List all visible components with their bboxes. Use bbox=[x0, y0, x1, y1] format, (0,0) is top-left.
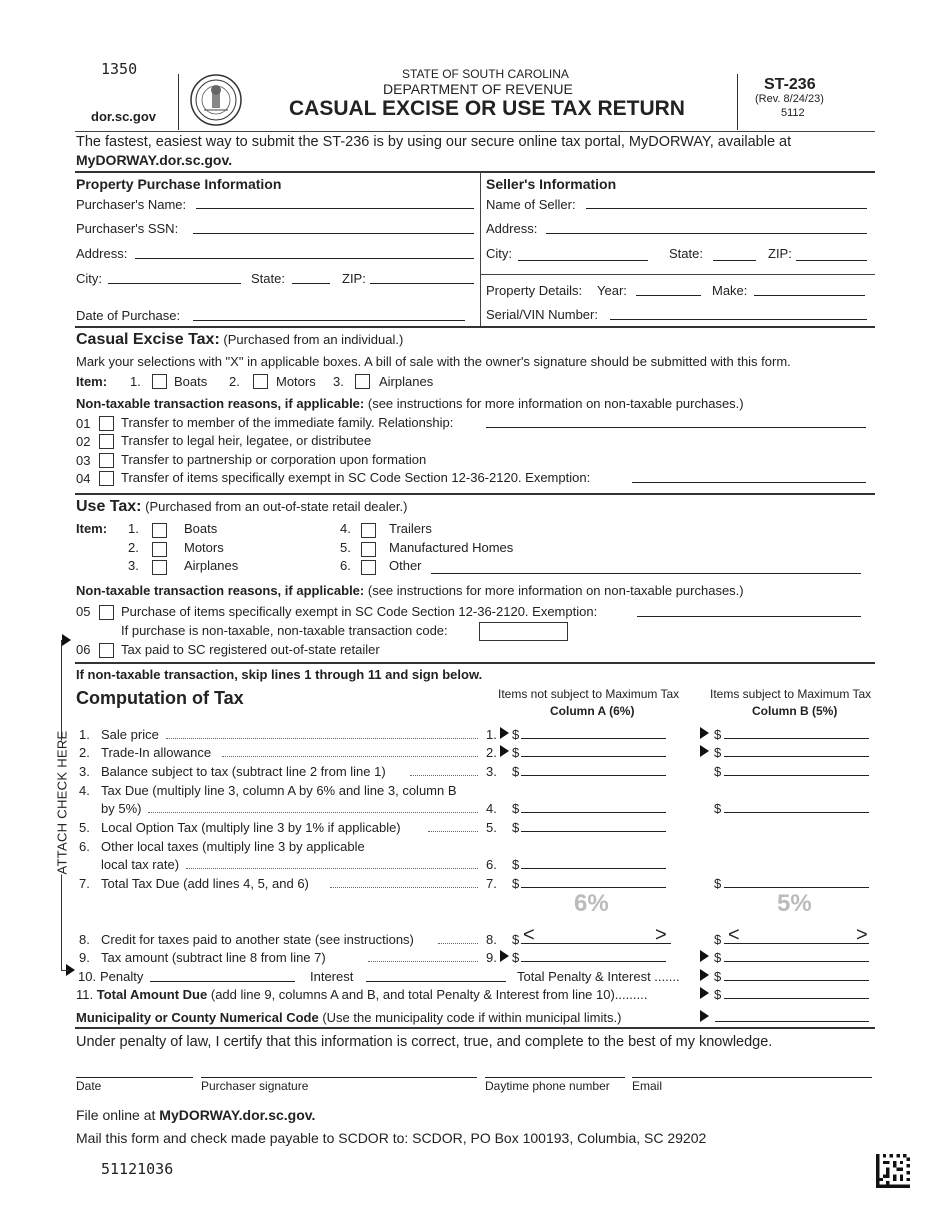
column-a-percent: 6% bbox=[574, 890, 609, 917]
purchase-date-field[interactable] bbox=[193, 320, 465, 321]
casual-heading-note: (Purchased from an individual.) bbox=[223, 332, 404, 347]
line-3-dollar-b: $ bbox=[714, 764, 722, 779]
use-item-4-num: 4. bbox=[340, 521, 351, 536]
casual-airplanes-checkbox[interactable] bbox=[355, 374, 370, 389]
seller-rule bbox=[480, 274, 875, 275]
line-6-dollar-a: $ bbox=[512, 857, 520, 872]
line-7-col-b-field[interactable] bbox=[724, 887, 869, 888]
line-2-text: Trade-In allowance bbox=[101, 745, 212, 760]
line-4-text-cont: by 5%) bbox=[101, 801, 142, 816]
municipality-code-field[interactable] bbox=[715, 1021, 869, 1022]
use-motors-label: Motors bbox=[184, 540, 224, 555]
casual-instructions: Mark your selections with "X" in applicable boxes. A bill of sale with the owner's signature should be submitted with this form. bbox=[76, 354, 791, 369]
line-1-arrow-b-icon bbox=[700, 727, 709, 739]
casual-item-2-num: 2. bbox=[229, 374, 240, 389]
line-11-arrow-icon bbox=[700, 987, 709, 999]
purchaser-zip-label: ZIP: bbox=[342, 271, 366, 286]
use-heading-text: Use Tax: bbox=[76, 498, 142, 515]
line-7-text: Total Tax Due (add lines 4, 5, and 6) bbox=[101, 876, 309, 891]
use-item-1-num: 1. bbox=[128, 521, 139, 536]
state-seal-icon bbox=[190, 74, 242, 126]
use-nontax-heading bbox=[76, 583, 744, 598]
line-7-leader bbox=[330, 887, 478, 888]
reason-06-code: 06 bbox=[76, 642, 91, 657]
barcode-number: 51121036 bbox=[101, 1160, 174, 1178]
line-3-ref: 3. bbox=[486, 764, 497, 779]
section-rule bbox=[75, 1027, 875, 1029]
line-4-text: Tax Due (multiply line 3, column A by 6% and line 3, column B bbox=[101, 783, 457, 798]
line-9-col-a-field[interactable] bbox=[521, 961, 666, 962]
purchaser-signature-field[interactable] bbox=[201, 1077, 477, 1078]
line-5-col-a-field[interactable] bbox=[521, 831, 666, 832]
line-11-text: (add line 9, columns A and B, and total Penalty & Interest from line 10)......... bbox=[210, 987, 648, 1002]
form-code: 5112 bbox=[781, 107, 805, 119]
reason-02-text: Transfer to legal heir, legatee, or distributee bbox=[121, 433, 372, 448]
use-item-6-num: 6. bbox=[340, 558, 351, 573]
line-6-text: Other local taxes (multiply line 3 by applicable bbox=[101, 839, 365, 854]
line-6-num: 6. bbox=[79, 839, 90, 854]
section-rule bbox=[75, 326, 875, 328]
line-7-dollar-a: $ bbox=[512, 876, 520, 891]
line-5-leader bbox=[428, 831, 478, 832]
use-heading bbox=[76, 498, 407, 516]
line-1-ref: 1. bbox=[486, 727, 497, 742]
line-4-num: 4. bbox=[79, 783, 90, 798]
use-trailers-checkbox[interactable] bbox=[361, 523, 376, 538]
line-8-dollar-a: $ bbox=[512, 932, 520, 947]
purchaser-ssn-field[interactable] bbox=[193, 233, 474, 234]
purchaser-signature-label: Purchaser signature bbox=[201, 1079, 309, 1093]
reason-05-text: Purchase of items specifically exempt in SC Code Section 12-36-2120. Exemption: bbox=[121, 604, 598, 619]
section-rule bbox=[75, 493, 875, 495]
daytime-phone-label: Daytime phone number bbox=[485, 1079, 610, 1093]
line-1-leader bbox=[166, 738, 478, 739]
line-3-leader bbox=[410, 775, 478, 776]
department-name: DEPARTMENT OF REVENUE bbox=[383, 81, 573, 97]
seller-city-label: City: bbox=[486, 246, 512, 261]
total-amount-due-field[interactable] bbox=[724, 998, 869, 999]
seller-city-field[interactable] bbox=[518, 260, 648, 261]
casual-exemption-field[interactable] bbox=[632, 482, 866, 483]
line-8-ref: 8. bbox=[486, 932, 497, 947]
line-11-dollar: $ bbox=[714, 987, 722, 1002]
line-3-num: 3. bbox=[79, 764, 90, 779]
property-make-label: Make: bbox=[712, 283, 748, 298]
seller-name-field[interactable] bbox=[586, 208, 867, 209]
line-9-ref: 9. bbox=[486, 950, 497, 965]
line-4-dollar-a: $ bbox=[512, 801, 520, 816]
line-11 bbox=[76, 987, 647, 1002]
use-item-2-num: 2. bbox=[128, 540, 139, 555]
line-1-dollar-a: $ bbox=[512, 727, 520, 742]
line-8-bracket-right-b: > bbox=[856, 924, 868, 946]
reason-06-text: Tax paid to SC registered out-of-state retailer bbox=[121, 642, 380, 657]
line-6-text-cont: local tax rate) bbox=[101, 857, 180, 872]
form-number: ST-236 bbox=[764, 76, 816, 93]
seller-name-label: Name of Seller: bbox=[486, 197, 576, 212]
use-item-label: Item: bbox=[76, 521, 108, 536]
line-10-interest-label: Interest bbox=[310, 969, 354, 984]
relationship-field[interactable] bbox=[486, 427, 866, 428]
reason-04-code: 04 bbox=[76, 471, 91, 486]
purchaser-city-label: City: bbox=[76, 271, 102, 286]
computation-heading: Computation of Tax bbox=[76, 688, 244, 708]
line-11-num: 11. bbox=[76, 987, 94, 1002]
reason-05-checkbox[interactable] bbox=[99, 605, 114, 620]
form-revision: (Rev. 8/24/23) bbox=[755, 93, 824, 105]
purchase-heading: Property Purchase Information bbox=[76, 176, 282, 192]
attach-top-arrow-icon bbox=[62, 634, 71, 646]
form-title: CASUAL EXCISE OR USE TAX RETURN bbox=[289, 97, 685, 120]
seller-zip-label: ZIP: bbox=[768, 246, 792, 261]
municipality-text: (Use the municipality code if within municipal limits.) bbox=[322, 1010, 622, 1025]
line-8-col-b-field[interactable] bbox=[724, 943, 869, 944]
intro-line: The fastest, easiest way to submit the ST-236 is by using our secure online tax portal, MyDORWAY, available at bbox=[76, 134, 792, 150]
line-6-leader bbox=[186, 868, 478, 869]
seller-address-field[interactable] bbox=[546, 233, 867, 234]
use-manufactured-homes-checkbox[interactable] bbox=[361, 542, 376, 557]
column-b-label: Column B (5%) bbox=[752, 704, 838, 718]
casual-item-1-num: 1. bbox=[130, 374, 141, 389]
line-4-dollar-b: $ bbox=[714, 801, 722, 816]
reason-02-checkbox[interactable] bbox=[99, 434, 114, 449]
casual-airplanes-label: Airplanes bbox=[379, 374, 434, 389]
property-details-label: Property Details: bbox=[486, 283, 583, 298]
seller-state-field[interactable] bbox=[713, 260, 756, 261]
line-9-dollar-b: $ bbox=[714, 950, 722, 965]
line-2-col-b-field[interactable] bbox=[724, 756, 869, 757]
line-4-col-a-field[interactable] bbox=[521, 812, 666, 813]
line-8-leader bbox=[438, 943, 478, 944]
date-label: Date bbox=[76, 1079, 102, 1093]
file-online-url[interactable]: MyDORWAY.dor.sc.gov. bbox=[159, 1107, 316, 1123]
serial-vin-label: Serial/VIN Number: bbox=[486, 307, 598, 322]
line-9-arrow-b-icon bbox=[700, 950, 709, 962]
line-4-col-b-field[interactable] bbox=[724, 812, 869, 813]
use-item-3-num: 3. bbox=[128, 558, 139, 573]
form-id-code: 1350 bbox=[101, 60, 138, 78]
use-airplanes-label: Airplanes bbox=[184, 558, 239, 573]
casual-item-label: Item: bbox=[76, 374, 108, 389]
line-5-ref: 5. bbox=[486, 820, 497, 835]
line-3-col-b-field[interactable] bbox=[724, 775, 869, 776]
line-2-num: 2. bbox=[79, 745, 90, 760]
use-manufactured-homes-label: Manufactured Homes bbox=[389, 540, 514, 555]
use-boats-checkbox[interactable] bbox=[152, 523, 167, 538]
column-b-percent: 5% bbox=[777, 890, 812, 917]
header-divider-right bbox=[737, 74, 738, 130]
line-9-col-b-field[interactable] bbox=[724, 961, 869, 962]
seller-divider bbox=[480, 172, 481, 326]
nontax-code-label: If purchase is non-taxable, non-taxable transaction code: bbox=[121, 623, 448, 638]
section-rule bbox=[75, 171, 875, 173]
line-3-col-a-field[interactable] bbox=[521, 775, 666, 776]
state-name: STATE OF SOUTH CAROLINA bbox=[402, 67, 569, 81]
line-8-bracket-right-a: > bbox=[655, 924, 667, 946]
attach-bottom-hook bbox=[61, 970, 69, 971]
line-1-text: Sale price bbox=[101, 727, 159, 742]
line-1-col-b-field[interactable] bbox=[724, 738, 869, 739]
municipality-bold: Municipality or County Numerical Code bbox=[76, 1010, 319, 1025]
reason-06-checkbox[interactable] bbox=[99, 643, 114, 658]
line-5-num: 5. bbox=[79, 820, 90, 835]
file-online-prefix: File online at bbox=[76, 1107, 160, 1123]
date-signature-field[interactable] bbox=[76, 1077, 193, 1078]
line-9-num: 9. bbox=[79, 950, 90, 965]
line-9-leader bbox=[368, 961, 478, 962]
line-10-arrow-icon bbox=[700, 969, 709, 981]
line-2-dollar-b: $ bbox=[714, 745, 722, 760]
line-8-text: Credit for taxes paid to another state (see instructions) bbox=[101, 932, 414, 947]
reason-04-text: Transfer of items specifically exempt in SC Code Section 12-36-2120. Exemption: bbox=[121, 470, 591, 485]
attach-check-label: ATTACH CHECK HERE bbox=[54, 730, 70, 875]
casual-boats-label: Boats bbox=[174, 374, 208, 389]
property-year-label: Year: bbox=[597, 283, 627, 298]
nontax-code-input[interactable] bbox=[479, 622, 568, 641]
casual-nontax-heading-text: Non-taxable transaction reasons, if applicable: bbox=[76, 396, 365, 411]
column-b-heading: Items subject to Maximum Tax bbox=[710, 687, 872, 701]
line-2-dollar-a: $ bbox=[512, 745, 520, 760]
line-8-bracket-left-a: < bbox=[523, 924, 535, 946]
property-year-field[interactable] bbox=[636, 295, 701, 296]
line-4-ref: 4. bbox=[486, 801, 497, 816]
line-10-total-label: Total Penalty & Interest ....... bbox=[517, 969, 680, 984]
property-make-field[interactable] bbox=[754, 295, 865, 296]
section-rule bbox=[75, 662, 875, 664]
column-a-label: Column A (6%) bbox=[550, 704, 635, 718]
line-9-dollar-a: $ bbox=[512, 950, 520, 965]
casual-heading-text: Casual Excise Tax: bbox=[76, 331, 220, 348]
email-label: Email bbox=[632, 1079, 663, 1093]
use-airplanes-checkbox[interactable] bbox=[152, 560, 167, 575]
reason-01-text: Transfer to member of the immediate family. Relationship: bbox=[121, 415, 454, 430]
line-2-arrow-b-icon bbox=[700, 745, 709, 757]
daytime-phone-field[interactable] bbox=[485, 1077, 625, 1078]
purchaser-state-field[interactable] bbox=[292, 283, 330, 284]
serial-vin-field[interactable] bbox=[610, 319, 867, 320]
line-7-ref: 7. bbox=[486, 876, 497, 891]
qr-code-icon bbox=[876, 1154, 910, 1188]
line-7-dollar-b: $ bbox=[714, 876, 722, 891]
penalty-field[interactable] bbox=[150, 981, 295, 982]
line-8-dollar-b: $ bbox=[714, 932, 722, 947]
line-9-text: Tax amount (subtract line 8 from line 7) bbox=[101, 950, 326, 965]
line-5-text: Local Option Tax (multiply line 3 by 1% if applicable) bbox=[101, 820, 401, 835]
reason-03-text: Transfer to partnership or corporation upon formation bbox=[121, 452, 427, 467]
purchaser-name-field[interactable] bbox=[196, 208, 474, 209]
line-1-dollar-b: $ bbox=[714, 727, 722, 742]
use-exemption-field[interactable] bbox=[637, 616, 861, 617]
purchaser-name-label: Purchaser's Name: bbox=[76, 197, 187, 212]
line-10-penalty-label: Penalty bbox=[100, 969, 144, 984]
header-divider-left bbox=[178, 74, 179, 130]
column-a-heading: Items not subject to Maximum Tax bbox=[498, 687, 680, 701]
purchase-date-label: Date of Purchase: bbox=[76, 308, 181, 323]
reason-04-checkbox[interactable] bbox=[99, 471, 114, 486]
casual-motors-label: Motors bbox=[276, 374, 316, 389]
purchaser-ssn-label: Purchaser's SSN: bbox=[76, 221, 179, 236]
reason-03-checkbox[interactable] bbox=[99, 453, 114, 468]
line-1-num: 1. bbox=[79, 727, 90, 742]
use-motors-checkbox[interactable] bbox=[152, 542, 167, 557]
use-nontax-note: (see instructions for more information on non-taxable purchases.) bbox=[367, 583, 744, 598]
casual-nontax-heading bbox=[76, 396, 744, 411]
use-trailers-label: Trailers bbox=[389, 521, 432, 536]
line-1-col-a-field[interactable] bbox=[521, 738, 666, 739]
reason-02-code: 02 bbox=[76, 434, 91, 449]
line-8-num: 8. bbox=[79, 932, 90, 947]
certification-text: Under penalty of law, I certify that this information is correct, true, and complete to the best of my knowledge. bbox=[76, 1034, 773, 1050]
line-2-ref: 2. bbox=[486, 745, 497, 760]
line-8-col-a-field[interactable] bbox=[521, 943, 671, 944]
purchaser-address-field[interactable] bbox=[135, 258, 474, 259]
line-10-num: 10. bbox=[78, 969, 97, 984]
reason-01-code: 01 bbox=[76, 416, 91, 431]
line-2-col-a-field[interactable] bbox=[521, 756, 666, 757]
use-other-label: Other bbox=[389, 558, 422, 573]
intro-url[interactable]: MyDORWAY.dor.sc.gov. bbox=[76, 152, 233, 168]
website: dor.sc.gov bbox=[91, 109, 157, 124]
line-2-leader bbox=[222, 756, 478, 757]
use-boats-label: Boats bbox=[184, 521, 218, 536]
line-2-arrow-icon bbox=[500, 745, 509, 757]
use-heading-note: (Purchased from an out-of-state retail dealer.) bbox=[145, 499, 408, 514]
purchaser-zip-field[interactable] bbox=[370, 283, 474, 284]
municipality-line bbox=[76, 1010, 621, 1025]
municipality-arrow-icon bbox=[700, 1010, 709, 1022]
skip-note: If non-taxable transaction, skip lines 1 through 11 and sign below. bbox=[76, 667, 483, 682]
reason-03-code: 03 bbox=[76, 453, 91, 468]
use-other-checkbox[interactable] bbox=[361, 560, 376, 575]
seller-heading: Seller's Information bbox=[486, 176, 617, 192]
line-9-arrow-icon bbox=[500, 950, 509, 962]
line-5-dollar-a: $ bbox=[512, 820, 520, 835]
line-6-col-a-field[interactable] bbox=[521, 868, 666, 869]
header-rule bbox=[75, 131, 875, 132]
email-field[interactable] bbox=[632, 1077, 872, 1078]
use-nontax-heading-text: Non-taxable transaction reasons, if applicable: bbox=[76, 583, 365, 598]
line-4-leader bbox=[148, 812, 478, 813]
casual-nontax-note: (see instructions for more information on non-taxable purchases.) bbox=[367, 396, 744, 411]
interest-field[interactable] bbox=[366, 981, 506, 982]
line-1-arrow-icon bbox=[500, 727, 509, 739]
line-3-dollar-a: $ bbox=[512, 764, 520, 779]
line-8-bracket-left-b: < bbox=[728, 924, 740, 946]
reason-05-code: 05 bbox=[76, 604, 91, 619]
casual-item-3-num: 3. bbox=[333, 374, 344, 389]
purchaser-state-label: State: bbox=[251, 271, 285, 286]
mail-instructions: Mail this form and check made payable to SCDOR to: SCDOR, PO Box 100193, Columbia, SC 29202 bbox=[76, 1130, 707, 1146]
line-7-col-a-field[interactable] bbox=[521, 887, 666, 888]
reason-01-checkbox[interactable] bbox=[99, 416, 114, 431]
seller-address-label: Address: bbox=[486, 221, 538, 236]
line-7-num: 7. bbox=[79, 876, 90, 891]
line-3-text: Balance subject to tax (subtract line 2 from line 1) bbox=[101, 764, 386, 779]
file-online-line bbox=[76, 1107, 315, 1123]
total-penalty-interest-field[interactable] bbox=[724, 980, 869, 981]
use-other-field[interactable] bbox=[431, 573, 861, 574]
purchaser-address-label: Address: bbox=[76, 246, 128, 261]
seller-zip-field[interactable] bbox=[796, 260, 867, 261]
casual-heading bbox=[76, 331, 403, 349]
line-10-dollar: $ bbox=[714, 969, 722, 984]
seller-state-label: State: bbox=[669, 246, 703, 261]
purchaser-city-field[interactable] bbox=[108, 283, 241, 284]
line-6-ref: 6. bbox=[486, 857, 497, 872]
use-item-5-num: 5. bbox=[340, 540, 351, 555]
casual-boats-checkbox[interactable] bbox=[152, 374, 167, 389]
line-11-bold: Total Amount Due bbox=[96, 987, 208, 1002]
casual-motors-checkbox[interactable] bbox=[253, 374, 268, 389]
